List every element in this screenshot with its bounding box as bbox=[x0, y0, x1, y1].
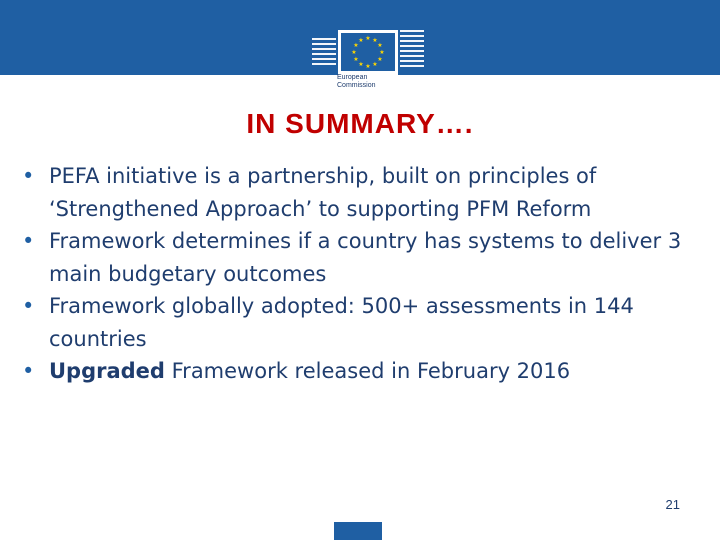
bullet-bold-text: Upgraded bbox=[49, 359, 165, 383]
bullet-list bbox=[22, 160, 702, 388]
svg-text:★: ★ bbox=[379, 49, 385, 56]
bullet-item bbox=[22, 355, 702, 388]
slide-title: IN SUMMARY…. bbox=[246, 108, 474, 139]
svg-text:★: ★ bbox=[372, 61, 378, 68]
page-number: 21 bbox=[665, 497, 680, 512]
svg-text:★: ★ bbox=[365, 35, 371, 42]
bullet-item bbox=[22, 160, 702, 225]
svg-text:★: ★ bbox=[353, 56, 359, 63]
logo-label bbox=[337, 74, 376, 90]
bullet-item bbox=[22, 290, 702, 355]
bullet-text: Framework determines if a country has systems to deliver 3 main budgetary outcomes bbox=[49, 229, 682, 286]
bullet-dot-icon: • bbox=[22, 294, 35, 318]
bullet-text: PEFA initiative is a partnership, built on principles of ‘Strengthened Approach’ to supporting PFM Reform bbox=[49, 164, 597, 221]
svg-text:★: ★ bbox=[351, 49, 357, 56]
svg-text:★: ★ bbox=[372, 37, 378, 44]
svg-text:★: ★ bbox=[377, 42, 383, 49]
svg-text:★: ★ bbox=[353, 42, 359, 49]
footer-bar bbox=[334, 522, 382, 540]
logo-label-line2: Commission bbox=[337, 82, 376, 89]
svg-text:★: ★ bbox=[365, 63, 371, 70]
svg-text:★: ★ bbox=[377, 56, 383, 63]
logo-label-line1: European bbox=[337, 74, 368, 81]
svg-text:★: ★ bbox=[358, 37, 364, 44]
bullet-item bbox=[22, 225, 702, 290]
svg-text:★: ★ bbox=[358, 61, 364, 68]
bullet-text: Framework globally adopted: 500+ assessments in 144 countries bbox=[49, 294, 634, 351]
bullet-dot-icon: • bbox=[22, 359, 35, 383]
bullet-dot-icon: • bbox=[22, 229, 35, 253]
bullet-text: Framework released in February 2016 bbox=[164, 359, 571, 383]
bullet-dot-icon: • bbox=[22, 164, 35, 188]
